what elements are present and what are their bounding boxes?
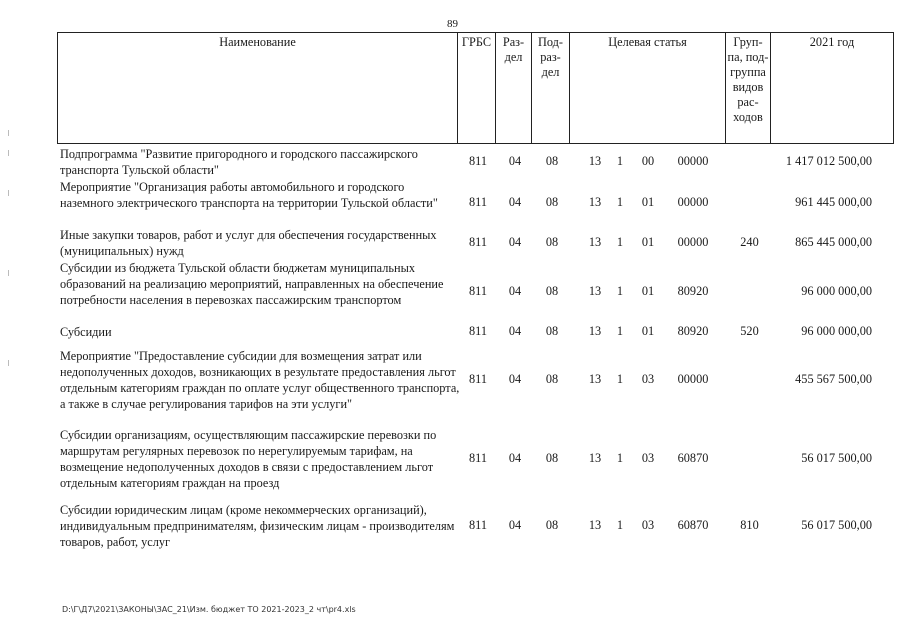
vr-cell: 240 xyxy=(740,235,759,249)
razdel-cell: 04 xyxy=(508,235,522,249)
table-row xyxy=(0,227,905,261)
row-name: Мероприятие "Предоставление субсидии для возмещения затрат или недополученных доходов, возникающих в результате предоставления льгот отдельным категориям граждан по оплате услуг общественного транспорта, а также в случае регулирования тарифов на эти услуги" xyxy=(60,349,460,411)
header-grbs: ГРБС xyxy=(458,33,496,143)
podrazdel-cell: 08 xyxy=(545,284,559,298)
sum-cell: 1 417 012 500,00 xyxy=(785,154,872,168)
grbs-cell: 811 xyxy=(469,284,487,298)
row-name: Подпрограмма "Развитие пригородного и городского пассажирского транспорта Тульской области" xyxy=(60,147,418,177)
podrazdel-cell: 08 xyxy=(545,372,559,386)
grbs-cell: 811 xyxy=(469,154,487,168)
target-event: 01 xyxy=(641,324,655,338)
target-event: 03 xyxy=(641,372,655,386)
table-row xyxy=(0,260,905,324)
row-name: Иные закупки товаров, работ и услуг для обеспечения государственных (муниципальных) нужд xyxy=(60,228,437,258)
razdel-cell: 04 xyxy=(508,284,522,298)
target-event: 03 xyxy=(641,518,655,532)
row-name: Субсидии xyxy=(60,325,112,339)
target-program: 13 xyxy=(588,518,602,532)
target-program: 13 xyxy=(588,284,602,298)
target-subprogram: 1 xyxy=(616,235,624,249)
target-program: 13 xyxy=(588,235,602,249)
sum-cell: 455 567 500,00 xyxy=(795,372,872,386)
grbs-cell: 811 xyxy=(469,324,487,338)
target-direction: 00000 xyxy=(677,235,709,249)
target-subprogram: 1 xyxy=(616,195,624,209)
sum-cell: 96 000 000,00 xyxy=(801,284,872,298)
podrazdel-cell: 08 xyxy=(545,235,559,249)
target-subprogram: 1 xyxy=(616,324,624,338)
sum-cell: 56 017 500,00 xyxy=(801,451,872,465)
target-program: 13 xyxy=(588,451,602,465)
podrazdel-cell: 08 xyxy=(545,154,559,168)
target-subprogram: 1 xyxy=(616,518,624,532)
target-event: 01 xyxy=(641,284,655,298)
target-event: 00 xyxy=(641,154,655,168)
table-row xyxy=(0,502,905,552)
row-name: Субсидии юридическим лицам (кроме некоммерческих организаций), индивидуальным предпринимателям, физическим лицам - производителям товаров, работ, услуг xyxy=(60,503,455,549)
row-name: Субсидии из бюджета Тульской области бюджетам муниципальных образований на реализацию мероприятий, направленных на обеспечение потребности населения в перевозках пассажирским транспортом xyxy=(60,261,444,307)
table-row xyxy=(0,427,905,497)
sum-cell: 96 000 000,00 xyxy=(801,324,872,338)
target-subprogram: 1 xyxy=(616,451,624,465)
razdel-cell: 04 xyxy=(508,518,522,532)
table-row xyxy=(0,348,905,418)
sum-cell: 56 017 500,00 xyxy=(801,518,872,532)
target-program: 13 xyxy=(588,324,602,338)
podrazdel-cell: 08 xyxy=(545,195,559,209)
row-name: Субсидии организациям, осуществляющим пассажирские перевозки по маршрутам регулярных перевозок по нерегулируемым тарифам, на возмещение недополученных доходов в связи с предоставлением льгот отдельным категориям граждан на проезд xyxy=(60,428,437,490)
target-direction: 80920 xyxy=(677,284,709,298)
scan-margin-marks xyxy=(8,130,12,430)
header-podrazdel: Под- раз- дел xyxy=(532,33,570,143)
table-header xyxy=(57,32,894,144)
page-number: 89 xyxy=(447,18,458,30)
target-subprogram: 1 xyxy=(616,284,624,298)
vr-cell: 520 xyxy=(740,324,759,338)
podrazdel-cell: 08 xyxy=(545,324,559,338)
table-row xyxy=(0,146,905,180)
podrazdel-cell: 08 xyxy=(545,518,559,532)
vr-cell: 810 xyxy=(740,518,759,532)
grbs-cell: 811 xyxy=(469,235,487,249)
razdel-cell: 04 xyxy=(508,324,522,338)
target-direction: 60870 xyxy=(677,518,709,532)
target-subprogram: 1 xyxy=(616,372,624,386)
table-row xyxy=(0,179,905,227)
target-direction: 00000 xyxy=(677,195,709,209)
header-name: Наименование xyxy=(58,33,458,143)
razdel-cell: 04 xyxy=(508,372,522,386)
target-program: 13 xyxy=(588,195,602,209)
target-direction: 00000 xyxy=(677,154,709,168)
header-target: Целевая статья xyxy=(570,33,726,143)
file-path-footer: D:\Г\Д7\2021\ЗАКОНЫ\ЗАС_21\Изм. бюджет ТО 2021-2023_2 чт\pr4.xls xyxy=(62,605,356,614)
target-program: 13 xyxy=(588,372,602,386)
razdel-cell: 04 xyxy=(508,451,522,465)
razdel-cell: 04 xyxy=(508,154,522,168)
sum-cell: 865 445 000,00 xyxy=(795,235,872,249)
header-year: 2021 год xyxy=(809,35,855,49)
header-group: Груп- па, под- группа видов рас- ходов xyxy=(726,33,771,143)
grbs-cell: 811 xyxy=(469,518,487,532)
grbs-cell: 811 xyxy=(469,195,487,209)
target-event: 01 xyxy=(641,235,655,249)
row-name: Мероприятие "Организация работы автомобильного и городского наземного электрического транспорта на территории Тульской области" xyxy=(60,180,438,210)
target-direction: 80920 xyxy=(677,324,709,338)
table-row xyxy=(0,324,905,342)
podrazdel-cell: 08 xyxy=(545,451,559,465)
razdel-cell: 04 xyxy=(508,195,522,209)
target-subprogram: 1 xyxy=(616,154,624,168)
grbs-cell: 811 xyxy=(469,451,487,465)
target-program: 13 xyxy=(588,154,602,168)
sum-cell: 961 445 000,00 xyxy=(795,195,872,209)
grbs-cell: 811 xyxy=(469,372,487,386)
target-event: 01 xyxy=(641,195,655,209)
target-direction: 60870 xyxy=(677,451,709,465)
header-razdel: Раз- дел xyxy=(496,33,532,143)
target-direction: 00000 xyxy=(677,372,709,386)
target-event: 03 xyxy=(641,451,655,465)
